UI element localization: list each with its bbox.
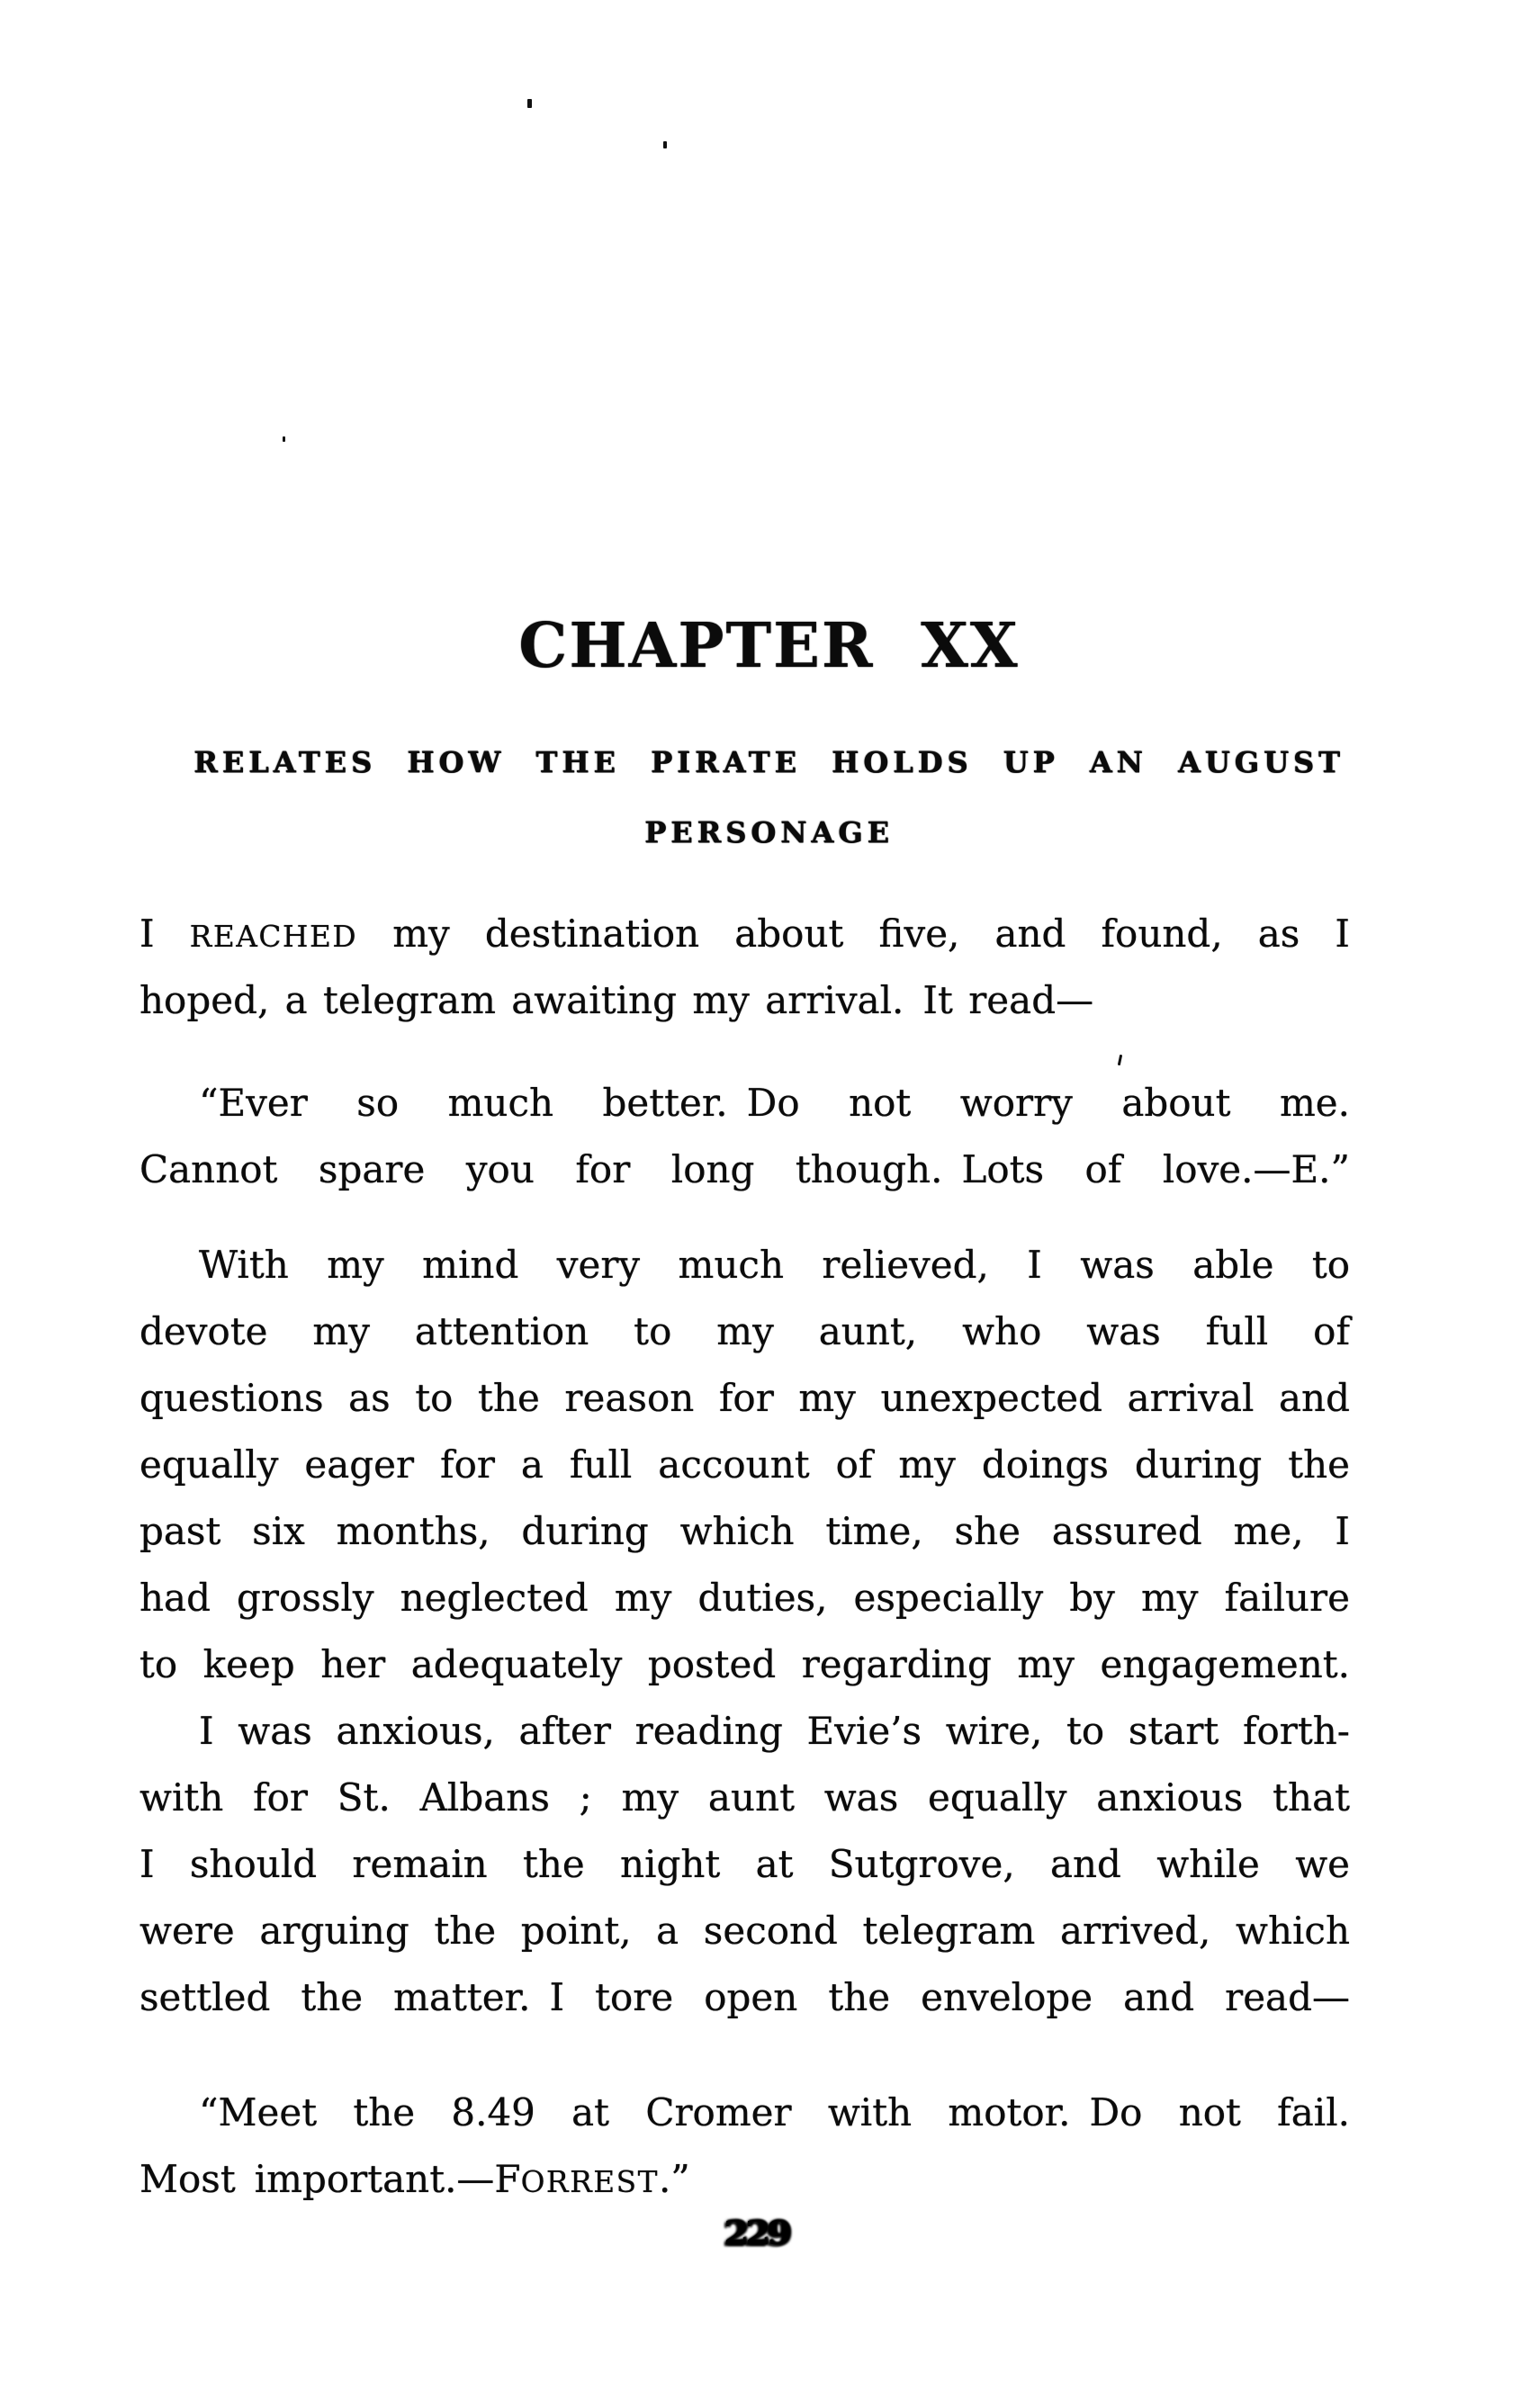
ink-speck [663,141,667,148]
page-number: 229 [724,2213,788,2253]
telegram-line [139,2146,1350,2213]
body-line: past six months, during which time, she assured me, I [139,1509,1350,1553]
ink-speck [527,99,532,108]
body-line: to keep her adequately posted regarding my engagement. [139,1642,1350,1686]
ink-speck [283,436,285,442]
body-line: equally eager for a full account of my doings during the [139,1442,1350,1487]
chapter-heading: CHAPTER XX [518,610,1020,682]
telegram-line: “Ever so much better. Do not worry about me. [199,1081,1350,1125]
telegram-line: Cannot spare you for long though. Lots of love.—E.” [139,1147,1350,1191]
body-line: with for St. Albans ; my aunt was equally anxious that [139,1775,1350,1819]
body-line-segment-smallcaps: REACHED [189,920,358,954]
body-line: hoped, a telegram awaiting my arrival. It read— [139,978,1094,1022]
body-line-segment: .” [658,2157,690,2201]
body-line: had grossly neglected my duties, especially by my failure [139,1576,1350,1620]
body-line: devote my attention to my aunt, who was full of [139,1309,1350,1353]
body-line: I was anxious, after reading Evie’s wire, to start forth- [199,1709,1350,1753]
body-line: were arguing the point, a second telegram arrived, which [139,1909,1350,1953]
telegram-line: “Meet the 8.49 at Cromer with motor. Do not fail. [199,2090,1350,2134]
body-line-segment-smallcaps: ORREST [520,2165,659,2199]
body-line: settled the matter. I tore open the envelope and read— [139,1975,1350,2019]
body-text [139,901,1350,2213]
body-line: questions as to the reason for my unexpected arrival and [139,1376,1350,1420]
body-line: I should remain the night at Sutgrove, and while we [139,1842,1350,1886]
body-line-segment: Most important.—F [139,2157,521,2201]
body-line-segment: my destination about five, and found, as I [357,912,1350,956]
body-line: With my mind very much relieved, I was able to [199,1243,1350,1287]
body-line-segment: I [139,912,190,956]
body-line [139,901,1350,967]
chapter-subtitle-line-1: RELATES HOW THE PIRATE HOLDS UP AN AUGUST [193,745,1345,779]
chapter-subtitle-line-2: PERSONAGE [644,815,894,849]
